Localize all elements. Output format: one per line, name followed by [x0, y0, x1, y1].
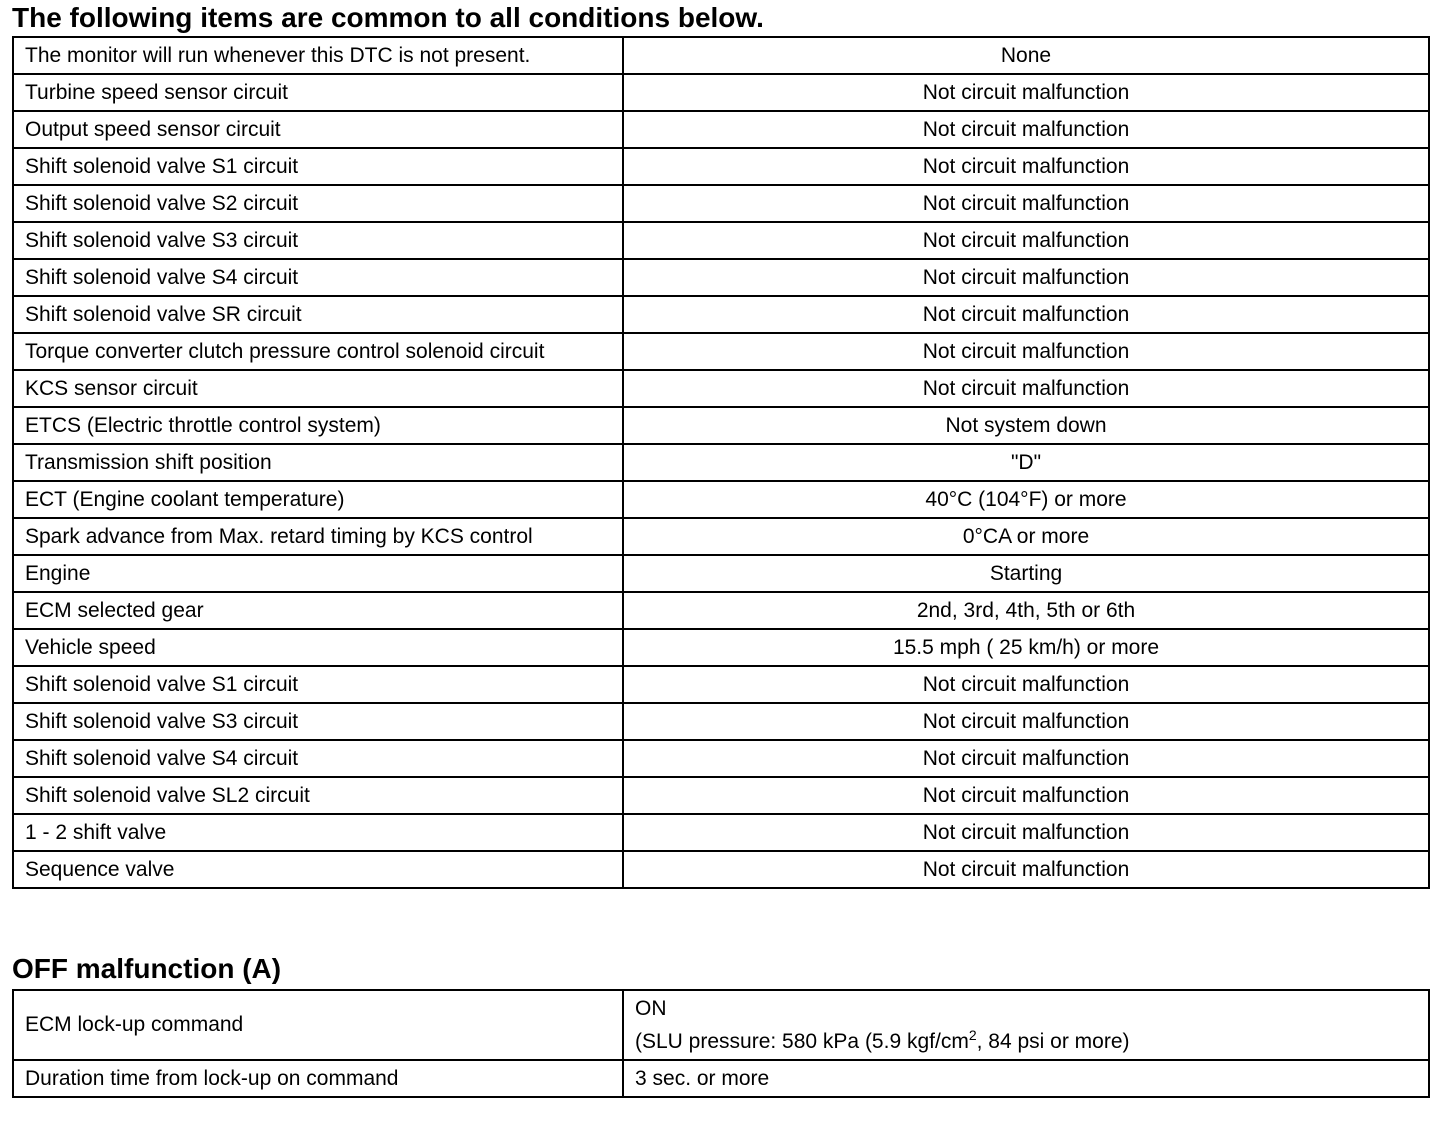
table-row [13, 185, 1429, 222]
condition-value: Not circuit malfunction [623, 666, 1429, 703]
condition-value: Not circuit malfunction [623, 814, 1429, 851]
condition-value: Not circuit malfunction [623, 111, 1429, 148]
condition-value: 40°C (104°F) or more [623, 481, 1429, 518]
condition-value: 15.5 mph ( 25 km/h) or more [623, 629, 1429, 666]
condition-value: 2nd, 3rd, 4th, 5th or 6th [623, 592, 1429, 629]
table-row [13, 444, 1429, 481]
condition-value: Not system down [623, 407, 1429, 444]
condition-item: Spark advance from Max. retard timing by KCS control [13, 518, 623, 555]
condition-item: KCS sensor circuit [13, 370, 623, 407]
table-row [13, 481, 1429, 518]
condition-value: Not circuit malfunction [623, 148, 1429, 185]
condition-item: The monitor will run whenever this DTC is not present. [13, 37, 623, 74]
condition-value: Not circuit malfunction [623, 370, 1429, 407]
condition-item: Output speed sensor circuit [13, 111, 623, 148]
table-row [13, 259, 1429, 296]
table-row [13, 629, 1429, 666]
slu-pressure-prefix: (SLU pressure: 580 kPa (5.9 kgf/cm [635, 1030, 969, 1053]
condition-item: Shift solenoid valve S2 circuit [13, 185, 623, 222]
condition-item: Duration time from lock-up on command [13, 1060, 623, 1097]
condition-item: Turbine speed sensor circuit [13, 74, 623, 111]
table-row [13, 851, 1429, 888]
table-row [13, 148, 1429, 185]
table-row [13, 777, 1429, 814]
condition-value: None [623, 37, 1429, 74]
condition-value: Not circuit malfunction [623, 703, 1429, 740]
condition-item: Transmission shift position [13, 444, 623, 481]
condition-value: Not circuit malfunction [623, 740, 1429, 777]
common-conditions-title: The following items are common to all conditions below. [12, 2, 764, 33]
table-row [13, 37, 1429, 74]
condition-value: Not circuit malfunction [623, 222, 1429, 259]
condition-value: Not circuit malfunction [623, 74, 1429, 111]
table-row [13, 555, 1429, 592]
condition-item: ECT (Engine coolant temperature) [13, 481, 623, 518]
table-row [13, 370, 1429, 407]
condition-value: Not circuit malfunction [623, 333, 1429, 370]
condition-value: Not circuit malfunction [623, 296, 1429, 333]
condition-value: Not circuit malfunction [623, 185, 1429, 222]
condition-value: Not circuit malfunction [623, 777, 1429, 814]
table-row [13, 592, 1429, 629]
condition-item: Shift solenoid valve SR circuit [13, 296, 623, 333]
condition-value: 0°CA or more [623, 518, 1429, 555]
condition-item: Shift solenoid valve SL2 circuit [13, 777, 623, 814]
condition-item: ETCS (Electric throttle control system) [13, 407, 623, 444]
condition-item: Shift solenoid valve S3 circuit [13, 222, 623, 259]
condition-value: Not circuit malfunction [623, 851, 1429, 888]
condition-value: Starting [623, 555, 1429, 592]
table-row [13, 518, 1429, 555]
slu-pressure-suffix: , 84 psi or more) [976, 1030, 1130, 1053]
condition-item: Sequence valve [13, 851, 623, 888]
condition-value: 3 sec. or more [623, 1060, 1429, 1097]
condition-item: Shift solenoid valve S1 circuit [13, 148, 623, 185]
table-row [13, 1060, 1429, 1097]
slu-pressure-text [635, 1025, 1428, 1058]
off-malfunction-title: OFF malfunction (A) [12, 953, 282, 984]
table-row [13, 703, 1429, 740]
table-row [13, 407, 1429, 444]
common-conditions-table [12, 36, 1430, 889]
condition-item: Engine [13, 555, 623, 592]
condition-item: Shift solenoid valve S1 circuit [13, 666, 623, 703]
lockup-command-state: ON [635, 997, 667, 1020]
condition-item: ECM lock-up command [13, 990, 623, 1060]
table-row [13, 666, 1429, 703]
condition-value [623, 990, 1429, 1060]
condition-value: Not circuit malfunction [623, 259, 1429, 296]
table-row [13, 740, 1429, 777]
common-conditions-body [13, 37, 1429, 888]
off-malfunction-table [12, 989, 1430, 1098]
table-row [13, 296, 1429, 333]
condition-value: "D" [623, 444, 1429, 481]
table-row [13, 111, 1429, 148]
condition-item: Shift solenoid valve S4 circuit [13, 259, 623, 296]
condition-item: Shift solenoid valve S4 circuit [13, 740, 623, 777]
table-row [13, 990, 1429, 1060]
condition-item: ECM selected gear [13, 592, 623, 629]
table-row [13, 74, 1429, 111]
condition-item: Shift solenoid valve S3 circuit [13, 703, 623, 740]
condition-item: Vehicle speed [13, 629, 623, 666]
condition-item: Torque converter clutch pressure control solenoid circuit [13, 333, 623, 370]
table-row [13, 222, 1429, 259]
condition-item: 1 - 2 shift valve [13, 814, 623, 851]
slu-pressure-superscript: 2 [968, 1027, 977, 1043]
table-row [13, 333, 1429, 370]
table-row [13, 814, 1429, 851]
